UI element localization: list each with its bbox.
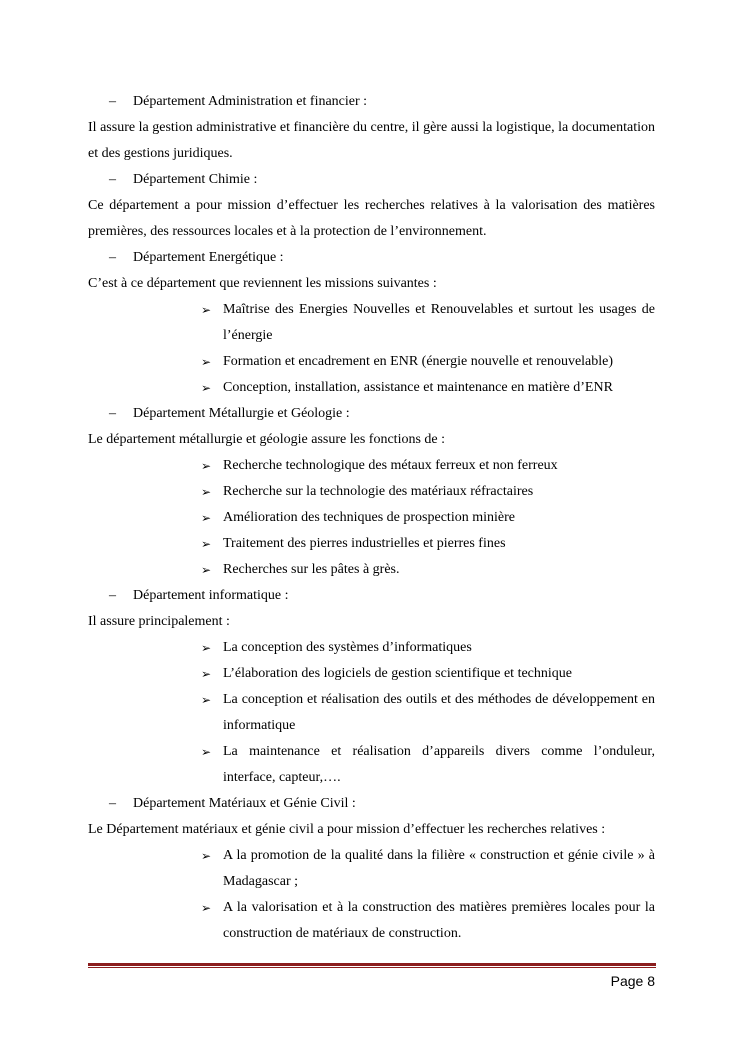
bullet-list xyxy=(88,843,655,947)
section-paragraph: Ce département a pour mission d’effectuer les recherches relatives à la valorisation des matières premières, des ressources locales et à la protection de l’environnement. xyxy=(88,198,655,239)
arrow-bullet-icon: ➢ xyxy=(201,459,212,473)
list-item xyxy=(201,531,655,557)
list-item-text: L’élaboration des logiciels de gestion scientifique et technique xyxy=(223,666,572,681)
arrow-bullet-icon: ➢ xyxy=(201,511,212,525)
bullet-list xyxy=(88,635,655,791)
section-heading xyxy=(88,401,655,427)
arrow-bullet-icon: ➢ xyxy=(201,355,212,369)
list-item xyxy=(201,479,655,505)
section-paragraph: C’est à ce département que reviennent les missions suivantes : xyxy=(88,276,437,291)
section-heading xyxy=(88,89,655,115)
section-heading xyxy=(88,245,655,271)
list-item-text: Traitement des pierres industrielles et pierres fines xyxy=(223,536,506,551)
dash-bullet: – xyxy=(109,172,116,187)
list-item-text: A la promotion de la qualité dans la filière « construction et génie civile » à Madagascar ; xyxy=(223,848,655,889)
arrow-bullet-icon: ➢ xyxy=(201,303,212,317)
list-item xyxy=(201,739,655,791)
list-item xyxy=(201,687,655,739)
section-heading-text: Département Métallurgie et Géologie : xyxy=(133,406,350,421)
arrow-bullet-icon: ➢ xyxy=(201,667,212,681)
list-item-text: Recherche sur la technologie des matériaux réfractaires xyxy=(223,484,534,499)
page-number: Page 8 xyxy=(610,973,655,989)
dash-bullet: – xyxy=(109,94,116,109)
list-item-text: La conception et réalisation des outils et des méthodes de développement en informatique xyxy=(223,692,655,733)
list-item-text: Maîtrise des Energies Nouvelles et Renouvelables et surtout les usages de l’énergie xyxy=(223,302,655,343)
section-paragraph: Le Département matériaux et génie civil a pour mission d’effectuer les recherches relatives : xyxy=(88,822,606,837)
list-item xyxy=(201,297,655,349)
section-heading xyxy=(88,583,655,609)
list-item-text: Formation et encadrement en ENR (énergie nouvelle et renouvelable) xyxy=(223,354,614,369)
section-heading-text: Département informatique : xyxy=(133,588,289,603)
dash-bullet: – xyxy=(109,406,116,421)
section-heading xyxy=(88,791,655,817)
list-item-text: Recherche technologique des métaux ferreux et non ferreux xyxy=(223,458,558,473)
list-item xyxy=(201,505,655,531)
bullet-list xyxy=(88,453,655,583)
section-heading xyxy=(88,167,655,193)
list-item-text: La maintenance et réalisation d’appareils divers comme l’onduleur, interface, capteur,…. xyxy=(223,744,655,785)
arrow-bullet-icon: ➢ xyxy=(201,901,212,915)
arrow-bullet-icon: ➢ xyxy=(201,745,212,759)
dash-bullet: – xyxy=(109,250,116,265)
list-item xyxy=(201,895,655,947)
arrow-bullet-icon: ➢ xyxy=(201,381,212,395)
list-item xyxy=(201,453,655,479)
section-paragraph: Il assure principalement : xyxy=(88,614,230,629)
list-item-text: A la valorisation et à la construction des matières premières locales pour la construction de matériaux de construction. xyxy=(223,900,655,941)
list-item xyxy=(201,661,655,687)
list-item xyxy=(201,557,655,583)
arrow-bullet-icon: ➢ xyxy=(201,485,212,499)
page-content xyxy=(88,89,655,947)
list-item-text: Recherches sur les pâtes à grès. xyxy=(223,562,400,577)
list-item xyxy=(201,635,655,661)
section-heading-text: Département Matériaux et Génie Civil : xyxy=(133,796,356,811)
list-item-text: Conception, installation, assistance et maintenance en matière d’ENR xyxy=(223,380,613,395)
arrow-bullet-icon: ➢ xyxy=(201,563,212,577)
list-item xyxy=(201,375,655,401)
section-paragraph: Il assure la gestion administrative et financière du centre, il gère aussi la logistique, la documentation et des gestions juridiques. xyxy=(88,120,655,161)
footer-rule xyxy=(88,963,656,966)
section-heading-text: Département Energétique : xyxy=(133,250,284,265)
section-heading-text: Département Administration et financier : xyxy=(133,94,368,109)
section-heading-text: Département Chimie : xyxy=(133,172,258,187)
arrow-bullet-icon: ➢ xyxy=(201,641,212,655)
list-item-text: Amélioration des techniques de prospection minière xyxy=(223,510,515,525)
dash-bullet: – xyxy=(109,796,116,811)
footer-rule-thin xyxy=(88,967,656,968)
list-item-text: La conception des systèmes d’informatiques xyxy=(223,640,472,655)
arrow-bullet-icon: ➢ xyxy=(201,537,212,551)
arrow-bullet-icon: ➢ xyxy=(201,849,212,863)
list-item xyxy=(201,843,655,895)
dash-bullet: – xyxy=(109,588,116,603)
arrow-bullet-icon: ➢ xyxy=(201,693,212,707)
section-paragraph: Le département métallurgie et géologie assure les fonctions de : xyxy=(88,432,446,447)
list-item xyxy=(201,349,655,375)
bullet-list xyxy=(88,297,655,401)
